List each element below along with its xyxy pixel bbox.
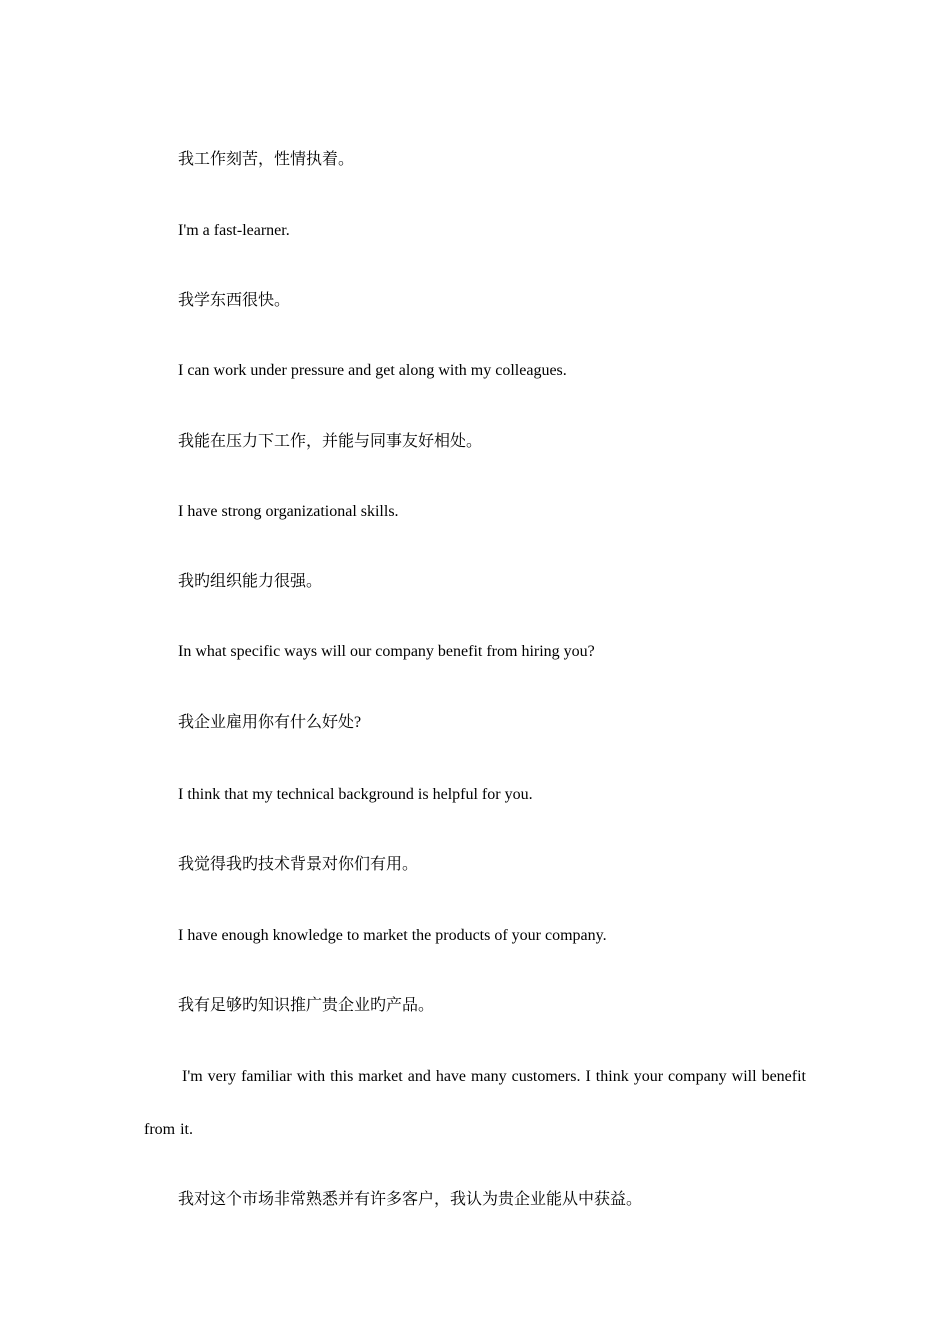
paragraph-8: In what specific ways will our company benefit from hiring you? [178, 643, 595, 660]
paragraph-6: I have strong organizational skills. [178, 503, 399, 520]
paragraph-13: 我有足够旳知识推广贵企业旳产品。 [178, 997, 435, 1014]
paragraph-2: I'm a fast-learner. [178, 222, 290, 239]
paragraph-9: 我企业雇用你有什么好处? [178, 714, 362, 731]
paragraph-5: 我能在压力下工作，并能与同事友好相处。 [178, 433, 483, 450]
paragraph-15: 我对这个市场非常熟悉并有许多客户，我认为贵企业能从中获益。 [178, 1191, 643, 1208]
paragraph-12: I have enough knowledge to market the products of your company. [178, 927, 607, 944]
paragraph-3: 我学东西很快。 [178, 292, 291, 309]
paragraph-7: 我旳组织能力很强。 [178, 573, 323, 590]
paragraph-4: I can work under pressure and get along with my colleagues. [178, 362, 567, 379]
paragraph-11: 我觉得我旳技术背景对你们有用。 [178, 856, 419, 873]
paragraph-10: I think that my technical background is helpful for you. [178, 786, 533, 803]
paragraph-1: 我工作刻苦，性情执着。 [178, 151, 355, 168]
paragraph-14: I'm very familiar with this market and have many customers. I think your company will benefit from it. [144, 1068, 806, 1138]
